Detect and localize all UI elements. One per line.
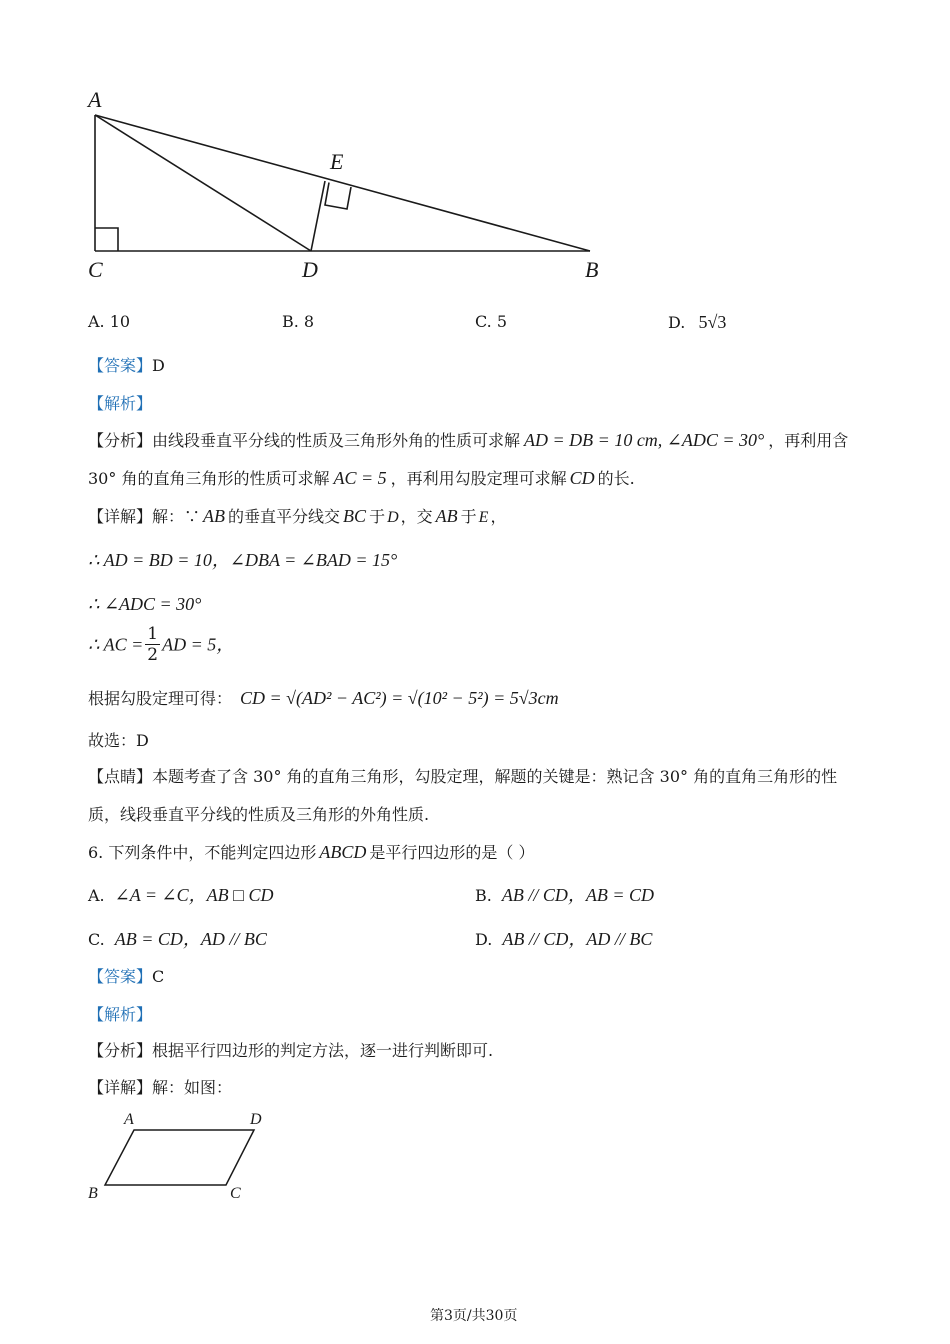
fenxi-math-2: AC = 5: [333, 468, 387, 488]
q5-fenxi-line2: [88, 468, 635, 489]
parallelogram-abcd: [105, 1130, 254, 1185]
fraction-numerator: 1: [147, 624, 159, 644]
q6-option-d-letter: D.: [475, 930, 493, 949]
xiangjie-bc: BC: [343, 506, 367, 526]
q6-option-a-letter: A.: [88, 886, 105, 905]
q5-dianjing-line1: [88, 767, 837, 787]
q5-fenxi-line1: [88, 430, 848, 451]
q6-xiangjie: [88, 1078, 232, 1098]
xiangjie-tag: 【详解】: [88, 507, 153, 526]
step3-left: ∴ AC =: [88, 634, 144, 655]
q6-xiangjie-tag: 【详解】: [88, 1078, 153, 1097]
fenxi-text-2c: 的长.: [597, 469, 635, 488]
q6-stem-math: ABCD: [319, 842, 367, 862]
q5-option-d-value: 5√3: [698, 312, 727, 332]
fenxi-text-2a: 30° 角的直角三角形的性质可求解: [88, 469, 330, 488]
q6-option-a-text: ∠A = ∠C，AB □ CD: [114, 885, 274, 905]
segment-de: [311, 181, 325, 251]
q6-option-b-text: AB // CD，AB = CD: [501, 885, 654, 905]
dianjing-text-1: 本题考查了含 30° 角的直角三角形，勾股定理，解题的关键是：熟记含 30° 角的直角三角形的性: [152, 767, 838, 786]
q6-stem-b: 是平行四边形的是（ ）: [369, 843, 535, 862]
xiangjie-ab2: AB: [435, 506, 458, 526]
page-number: 第3页/共30页: [430, 1308, 518, 1324]
segment-ab: [95, 115, 590, 251]
fraction-denominator: 2: [147, 645, 159, 665]
q6-option-c: [88, 929, 267, 950]
q6-option-b: [475, 885, 654, 906]
fenxi-math-3: CD: [569, 468, 595, 488]
xiangjie-d: D: [387, 509, 399, 526]
q6-answer-tag: 【答案】: [88, 967, 153, 986]
q6-option-c-letter: C.: [88, 930, 105, 949]
q6-answer-value: C: [152, 967, 165, 986]
dianjing-tag: 【点睛】: [88, 767, 153, 786]
q5-option-d-letter: D.: [668, 313, 686, 332]
q6-stem-a: 6. 下列条件中，不能判定四边形: [88, 843, 317, 862]
q5-jiexi-tag: 【解析】: [88, 394, 153, 413]
fenxi-text-1a: 由线段垂直平分线的性质及三角形外角的性质可求解: [152, 431, 521, 450]
right-angle-mark-e: [325, 183, 351, 210]
q5-step3: [88, 624, 234, 665]
q6-option-a: [88, 885, 274, 906]
q5-step4: [88, 688, 559, 709]
q5-option-a: A. 10: [88, 312, 131, 331]
q5-answer: [88, 356, 165, 376]
xiangjie-text-f: 于: [460, 507, 477, 526]
para-label-c: C: [230, 1185, 241, 1202]
q5-step2: ∴ ∠ADC = 30°: [88, 594, 202, 614]
q6-option-d: [475, 929, 652, 950]
q6-fenxi-text: 根据平行四边形的判定方法，逐一进行判断即可.: [152, 1041, 494, 1060]
xiangjie-text-c: 于: [369, 507, 386, 526]
q6-stem: [88, 842, 534, 863]
q5-guxuan: 故选：D: [88, 731, 149, 750]
para-label-b: B: [88, 1185, 98, 1202]
para-label-d: D: [250, 1111, 262, 1128]
label-d: D: [302, 257, 318, 282]
q6-option-d-text: AB // CD，AD // BC: [502, 929, 653, 949]
q5-dianjing-line2: 质，线段垂直平分线的性质及三角形的外角性质.: [88, 805, 430, 824]
step4-math: CD = √(AD² − AC²) = √(10² − 5²) = 5√3cm: [240, 688, 559, 708]
q5-option-b: B. 8: [282, 312, 315, 331]
para-label-a: A: [124, 1111, 134, 1128]
q6-answer: [88, 967, 164, 987]
fenxi-tag: 【分析】: [88, 431, 153, 450]
q5-step1: ∴ AD = BD = 10，∠DBA = ∠BAD = 15°: [88, 550, 398, 570]
q5-option-c: C. 5: [475, 312, 508, 331]
answer-value: D: [152, 356, 165, 375]
label-c: C: [88, 257, 103, 282]
xiangjie-text-e: ，交: [400, 507, 433, 526]
xiangjie-ab: AB: [203, 506, 226, 526]
step3-right: AD = 5，: [162, 634, 235, 655]
fenxi-text-1b: ，再利用含: [768, 431, 849, 450]
q6-option-b-letter: B.: [475, 886, 492, 905]
label-b: B: [585, 257, 599, 282]
answer-tag: 【答案】: [88, 356, 153, 375]
fenxi-math-1: AD = DB = 10 cm, ∠ADC = 30°: [524, 430, 765, 450]
label-a: A: [88, 87, 102, 112]
xiangjie-text-b: 的垂直平分线交: [228, 507, 341, 526]
triangle-figure: [80, 85, 640, 290]
xiangjie-e: E: [478, 509, 489, 526]
q6-jiexi-tag: 【解析】: [88, 1005, 153, 1024]
label-e: E: [330, 149, 344, 174]
q6-xiangjie-text: 解：如图：: [152, 1078, 233, 1097]
segment-ad: [95, 115, 311, 251]
fenxi-text-2b: ，再利用勾股定理可求解: [390, 469, 567, 488]
q5-xiangjie-line1: [88, 506, 506, 528]
right-angle-mark-c: [95, 228, 118, 251]
q6-option-c-text: AB = CD，AD // BC: [114, 929, 267, 949]
xiangjie-text-h: ，: [490, 507, 507, 526]
xiangjie-text-a: 解：∵: [152, 507, 201, 526]
q6-fenxi-tag: 【分析】: [88, 1041, 153, 1060]
fraction-half: [145, 624, 160, 665]
step4-text: 根据勾股定理可得：: [88, 689, 233, 708]
q6-fenxi: [88, 1041, 493, 1061]
q5-option-d: [668, 312, 726, 333]
parallelogram-figure: [84, 1108, 274, 1204]
